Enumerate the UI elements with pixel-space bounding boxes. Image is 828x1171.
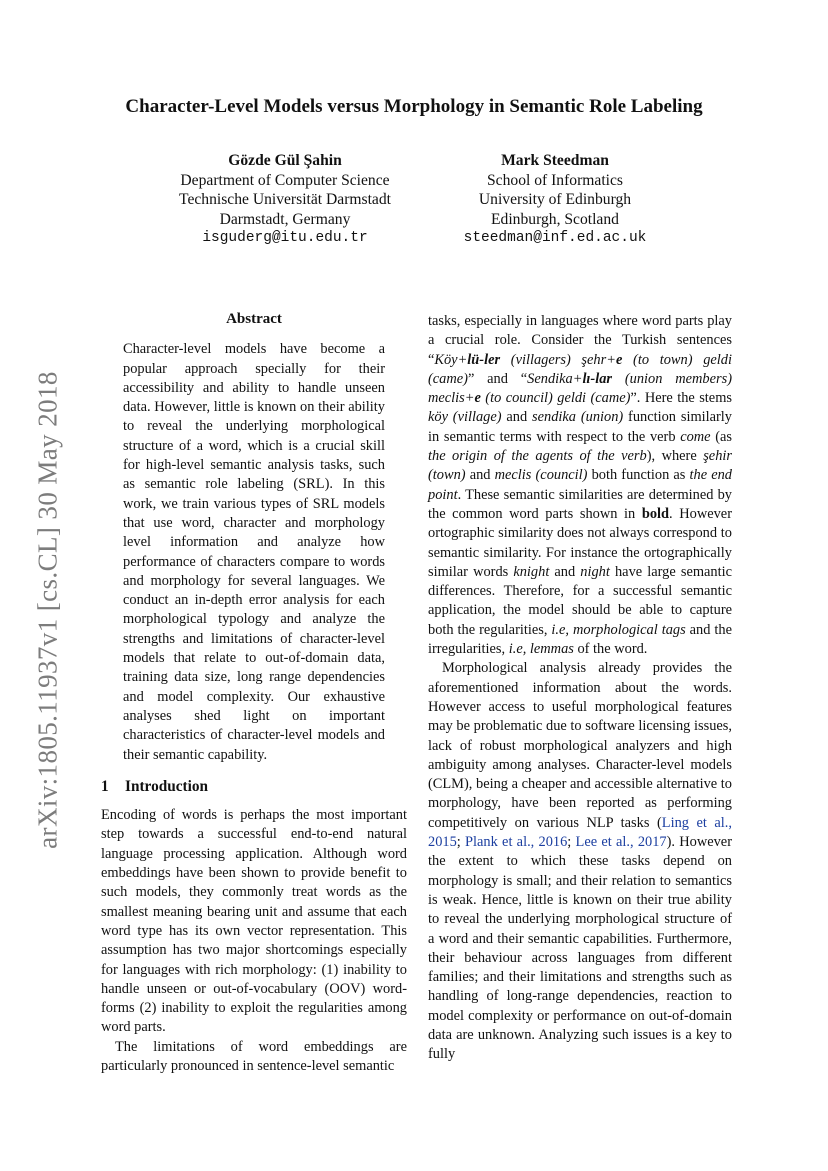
citation-link[interactable]: Ling et al., 2015 <box>428 814 732 851</box>
section-number: 1 <box>101 777 109 795</box>
author-location: Darmstadt, Germany <box>219 210 351 228</box>
author-institution: University of Edinburgh <box>478 191 632 209</box>
intro-paragraph-1: Encoding of words is perhaps the most important step towards a successful end-to-end natural language processing application. Although word embeddings have been shown to provide benefit to such models, they commonly treat words as the smallest meaning bearing unit and assume that each word type has its own vector representation. This assumption has two major shortcomings especially for languages with rich morphology: (1) inability to handle unseen or out-of-vocabulary (OOV) word-forms (2) inability to exploit the regularities among word parts. <box>101 807 407 1036</box>
arxiv-identifier: arXiv:1805.11937v1 [cs.CL] 30 May 2018 <box>32 371 63 849</box>
intro-paragraph-3: Morphological analysis already provides the aforementioned information about the words. However access to useful morphological features may be problematic due to software licensing issues, lack of robust morphological analyzers and high ambiguity among analyses. Character-level models (CLM), being a cheaper and accessible alternative to morphology, have been reported as performing competitively on various NLP tasks (Ling et al., 2015; Plank et al., 2016; Lee et al., 2017). However the extent to which these tasks depend on morphology is small; and their relation to semantics is weak. Hence, little is known on their true ability to reveal the underlying morphological structure of a word and their semantic capabilities. Furthermore, their behaviour across languages from different families; and their limitations and strengths such as handling of long-range dependencies, reaction to model complexity or performance on out-of-domain data are unknown. Analyzing such issues is a key to fully <box>428 660 732 1063</box>
intro-paragraph-2: The limitations of word embeddings are particularly pronounced in sentence-level semantic <box>101 1038 407 1074</box>
abstract-heading: Abstract <box>226 311 282 327</box>
section-title: Introduction <box>125 777 209 795</box>
paper-title: Character-Level Models versus Morphology in Semantic Role Labeling <box>125 96 703 117</box>
citation-link[interactable]: Plank et al., 2016 <box>465 834 568 851</box>
author-department: Department of Computer Science <box>180 171 390 189</box>
author-name: Gözde Gül Şahin <box>228 152 342 169</box>
author-name: Mark Steedman <box>501 152 609 169</box>
author-email: steedman@inf.ed.ac.uk <box>463 230 647 247</box>
author-institution: Technische Universität Darmstadt <box>179 191 391 209</box>
abstract-text: Character-level models have become a popular approach specially for their accessibility and ability to handle unseen data. However, little is known on their ability to reveal the underlying morphological structure of a word, which is a crucial skill for high-level semantic analysis tasks, such as semantic role labeling (SRL). In this work, we train various types of SRL models that use word, character and morphology level information and analyze how performance of characters compare to words and morphology for several languages. We conduct an in-depth error analysis for each morphological typology and analyze the strengths and limitations of character-level models that relate to out-of-domain data, training data size, long range dependencies and model complexity. Our exhaustive analyses shed light on important characteristics of character-level models and their semantic capability. <box>123 341 385 763</box>
author-block-2 <box>420 151 690 249</box>
abstract-body <box>123 340 385 765</box>
author-department: School of Informatics <box>487 171 623 189</box>
intro-paragraph-continued: tasks, especially in languages where word parts play a crucial role. Consider the Turkish sentences “Köy+lü-ler (villagers) şehr+e (to town) geldi (came)” and “Sendika+lı-lar (union members) meclis+e (to council) geldi (came)”. Here the stems köy (village) and sendika (union) function similarly in semantic terms with respect to the verb come (as the origin of the agents of the verb), where şehir (town) and meclis (council) both function as the end point. These semantic similarities are determined by the common word parts shown in bold. However ortographic similarity does not always correspond to semantic similarity. For instance the ortographically similar words knight and night have large semantic differences. Therefore, for a successful semantic application, the model should be able to capture both the regularities, i.e, morphological tags and the irregularities, i.e, lemmas of the word. <box>428 313 733 658</box>
citation-link[interactable]: Lee et al., 2017 <box>575 834 667 851</box>
section-heading-introduction <box>101 777 407 796</box>
author-location: Edinburgh, Scotland <box>491 210 619 228</box>
author-email: isguderg@itu.edu.tr <box>202 230 368 247</box>
author-block-1 <box>150 151 420 249</box>
left-column <box>101 310 407 1076</box>
right-column <box>428 312 732 1065</box>
